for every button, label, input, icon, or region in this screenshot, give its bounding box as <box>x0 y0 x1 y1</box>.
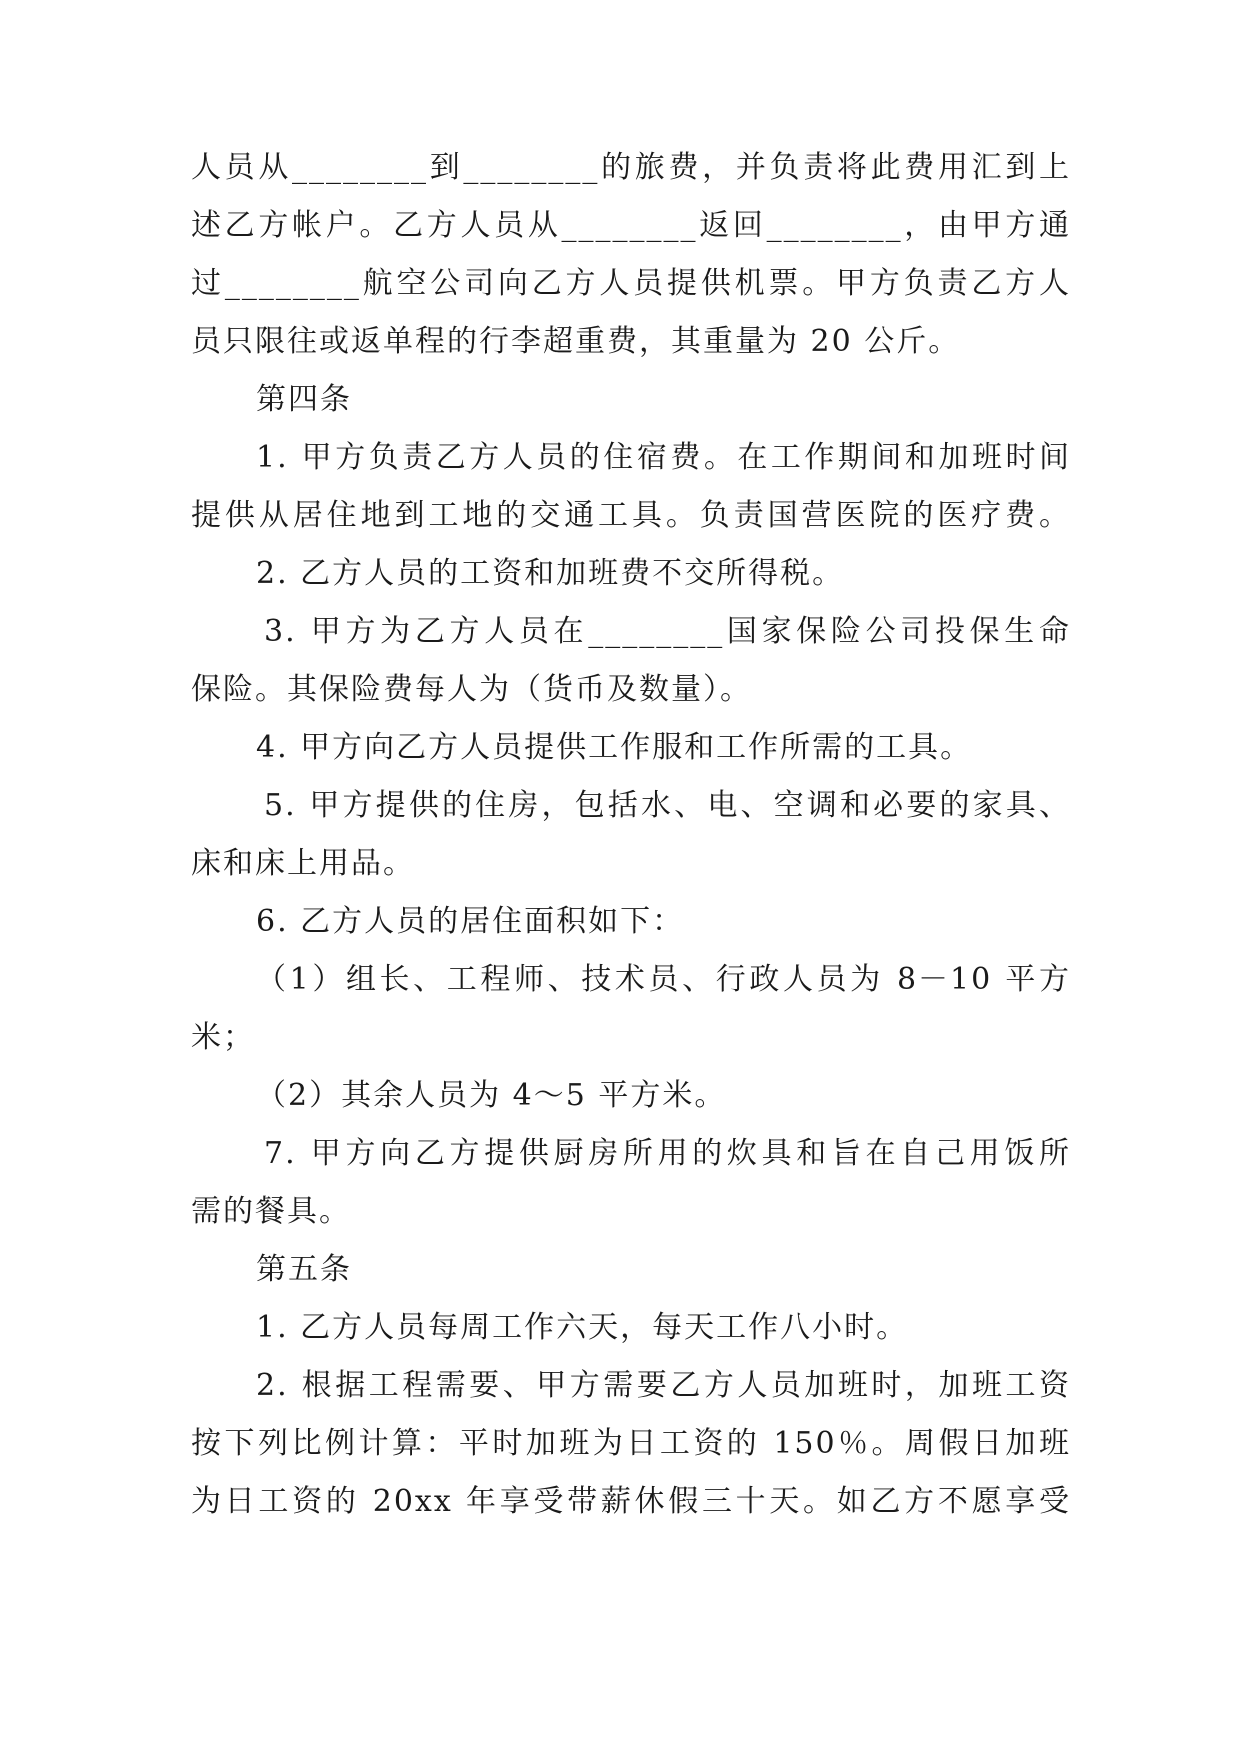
paragraph-line: （1）组长、工程师、技术员、行政人员为 8－10 平方 <box>256 962 1071 997</box>
paragraph-line: 1. 甲方负责乙方人员的住宿费。在工作期间和加班时间 <box>256 440 1071 475</box>
paragraph-line: 为日工资的 20xx 年享受带薪休假三十天。如乙方不愿享受 <box>191 1484 1071 1519</box>
paragraph-line: 员只限往或返单程的行李超重费，其重量为 20 公斤。 <box>191 324 961 359</box>
paragraph-line: 提供从居住地到工地的交通工具。负责国营医院的医疗费。 <box>191 498 1071 533</box>
paragraph-line: 需的餐具。 <box>191 1194 351 1229</box>
paragraph-line: 过________航空公司向乙方人员提供机票。甲方负责乙方人 <box>191 266 1071 301</box>
paragraph-line: 人员从________到________的旅费，并负责将此费用汇到上 <box>191 150 1071 185</box>
paragraph-line: 2. 乙方人员的工资和加班费不交所得税。 <box>256 556 845 591</box>
paragraph-line: 述乙方帐户。乙方人员从________返回________，由甲方通 <box>191 208 1071 243</box>
paragraph-line: 3. 甲方为乙方人员在________国家保险公司投保生命 <box>264 614 1071 649</box>
paragraph-line: 7. 甲方向乙方提供厨房所用的炊具和旨在自己用饭所 <box>264 1136 1071 1171</box>
paragraph-line: 2. 根据工程需要、甲方需要乙方人员加班时，加班工资 <box>256 1368 1071 1403</box>
article-heading: 第五条 <box>256 1252 352 1287</box>
paragraph-line: 1. 乙方人员每周工作六天，每天工作八小时。 <box>256 1310 909 1345</box>
paragraph-line: 4. 甲方向乙方人员提供工作服和工作所需的工具。 <box>256 730 973 765</box>
paragraph-line: （2）其余人员为 4～5 平方米。 <box>256 1078 727 1113</box>
article-heading: 第四条 <box>256 382 352 417</box>
paragraph-line: 按下列比例计算：平时加班为日工资的 150％。周假日加班 <box>191 1426 1071 1461</box>
paragraph-line: 6. 乙方人员的居住面积如下： <box>256 904 685 939</box>
paragraph-line: 保险。其保险费每人为（货币及数量）。 <box>191 672 752 707</box>
paragraph-line: 床和床上用品。 <box>191 846 415 881</box>
paragraph-line: 5. 甲方提供的住房，包括水、电、空调和必要的家具、 <box>264 788 1071 823</box>
paragraph-line: 米； <box>191 1020 255 1055</box>
